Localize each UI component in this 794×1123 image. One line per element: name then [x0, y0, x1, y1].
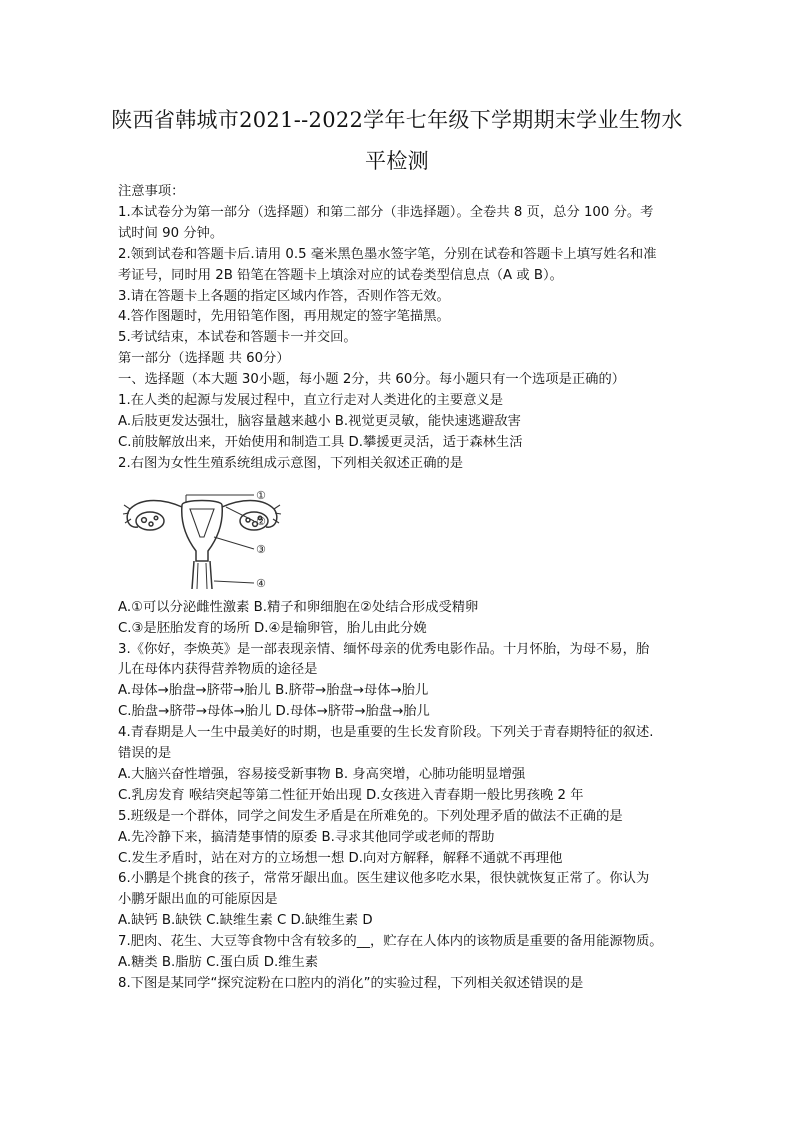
question-5-options-cd: C.发生矛盾时，站在对方的立场想一想 D.向对方解释，解释不通就不再理他 — [118, 850, 563, 866]
figure-label-1: ① — [256, 488, 266, 502]
notice-heading: 注意事项： — [118, 184, 185, 199]
question-6-cont: 小鹏牙龈出血的可能原因是 — [118, 892, 278, 908]
notice-item-3: 3.请在答题卡上各题的指定区域内作答，否则作答无效。 — [118, 288, 450, 304]
figure-label-2: ② — [256, 514, 266, 528]
question-3-options-ab: A.母体→胎盘→脐带→胎儿 B.脐带→胎盘→母体→胎儿 — [118, 683, 429, 699]
notice-item-4: 4.答作图题时，先用铅笔作图，再用规定的签字笔描黑。 — [118, 309, 450, 325]
figure-label-3: ③ — [256, 542, 266, 556]
section-heading: 一、选择题（本大题 30小题，每小题 2分，共 60分。每小题只有一个选项是正确的） — [118, 372, 626, 388]
figure-label-4: ④ — [256, 576, 266, 590]
question-5-options-ab: A.先冷静下来，搞清楚事情的原委 B.寻求其他同学或老师的帮助 — [118, 829, 495, 845]
question-5: 5.班级是一个群体，同学之间发生矛盾是在所难免的。下列处理矛盾的做法不正确的是 — [118, 808, 623, 824]
notice-item-5: 5.考试结束，本试卷和答题卡一并交回。 — [118, 330, 357, 346]
question-4-cont: 错误的是 — [118, 746, 172, 762]
notice-item-2: 2.领到试卷和答题卡后.请用 0.5 毫米黑色墨水签字笔，分别在试卷和答题卡上填写姓名和准 — [118, 246, 657, 262]
question-1-options-cd: C.前肢解放出来，开始使用和制造工具 D.攀援更灵活，适于森林生活 — [118, 434, 523, 450]
question-2: 2.右图为女性生殖系统组成示意图，下列相关叙述正确的是 — [118, 455, 464, 471]
question-4-options-ab: A.大脑兴奋性增强，容易接受新事物 B. 身高突增，心肺功能明显增强 — [118, 766, 526, 782]
question-3: 3.《你好，李焕英》是一部表现亲情、缅怀母亲的优秀电影作品。十月怀胎，为母不易，胎 — [118, 641, 650, 657]
female-reproductive-system-figure — [122, 477, 282, 595]
question-2-options-ab: A.①可以分泌雌性激素 B.精子和卵细胞在②处结合形成受精卵 — [118, 599, 479, 615]
notice-item-1: 1.本试卷分为第一部分（选择题）和第二部分（非选择题）。全卷共 8 页，总分 100 分。考 — [118, 204, 654, 220]
question-6-options: A.缺钙 B.缺铁 C.缺维生素 C D.缺维生素 D — [118, 913, 373, 929]
exam-title-line-1: 陕西省韩城市2021--2022学年七年级下学期期末学业生物水 — [111, 108, 683, 132]
part-one-heading: 第一部分（选择题 共 60分） — [118, 351, 290, 367]
question-1: 1.在人类的起源与发展过程中，直立行走对人类进化的主要意义是 — [118, 393, 503, 409]
question-1-options-ab: A.后肢更发达强壮，脑容量越来越小 B.视觉更灵敏，能快速逃避敌害 — [118, 413, 521, 429]
question-3-options-cd: C.胎盘→脐带→母体→胎儿 D.母体→脐带→胎盘→胎儿 — [118, 704, 430, 720]
exam-body — [118, 182, 688, 995]
question-4-options-cd: C.乳房发育 喉结突起等第二性征开始出现 D.女孩进入青春期一般比男孩晚 2 年 — [118, 787, 584, 803]
notice-item-2-cont: 考证号，同时用 2B 铅笔在答题卡上填涂对应的试卷类型信息点（A 或 B）。 — [118, 267, 563, 283]
question-7-options: A.糖类 B.脂肪 C.蛋白质 D.维生素 — [118, 955, 319, 971]
notice-item-1-cont: 试时间 90 分钟。 — [118, 225, 224, 241]
question-2-options-cd: C.③是胚胎发育的场所 D.④是输卵管，胎儿由此分娩 — [118, 620, 427, 636]
question-7: 7.肥肉、花生、大豆等食物中含有较多的__，贮存在人体内的该物质是重要的备用能源物质。 — [118, 934, 663, 950]
figure-drawing — [122, 477, 282, 595]
question-6: 6.小鹏是个挑食的孩子，常常牙龈出血。医生建议他多吃水果，很快就恢复正常了。你认为 — [118, 871, 650, 887]
question-3-cont: 儿在母体内获得营养物质的途径是 — [118, 662, 318, 678]
question-8: 8.下图是某同学“探究淀粉在口腔内的消化”的实验过程，下列相关叙述错误的是 — [118, 976, 584, 991]
exam-title-line-2: 平检测 — [365, 149, 429, 173]
question-4: 4.青春期是人一生中最美好的时期，也是重要的生长发育阶段。下列关于青春期特征的叙述. — [118, 725, 654, 741]
